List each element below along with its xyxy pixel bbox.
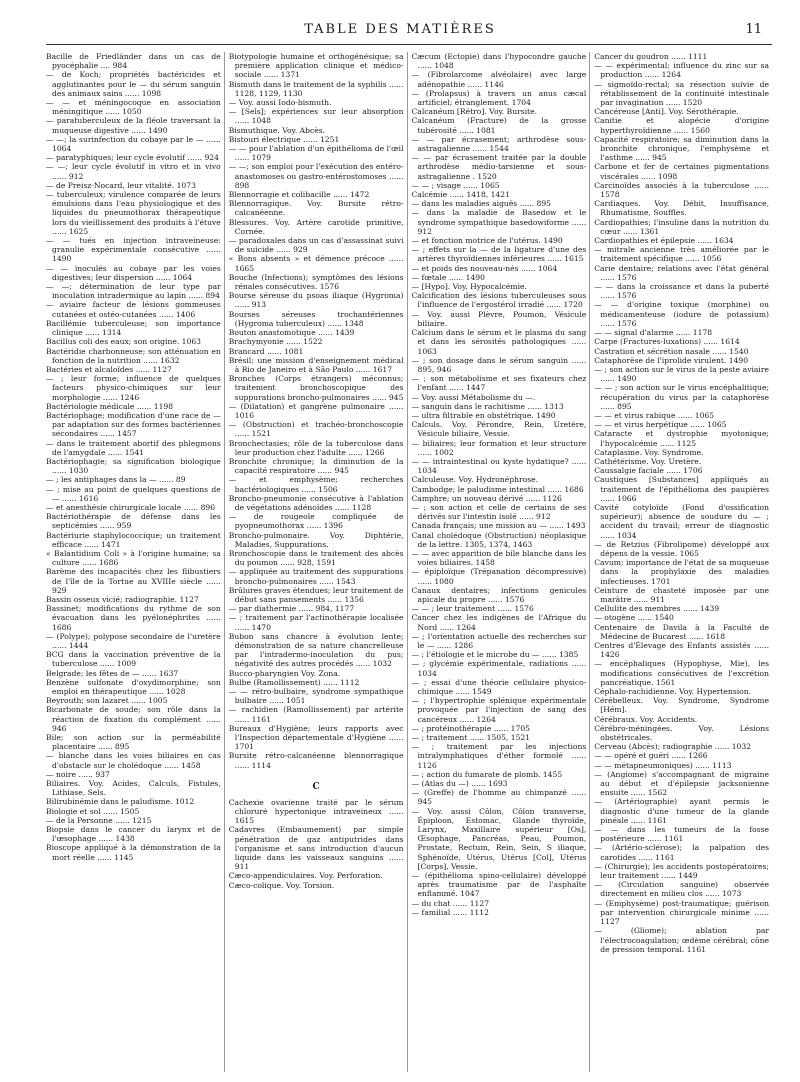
index-entry: — ; traitement ...... 1505, 1521 [411,733,531,743]
index-entry: — tuberculeux; virulence comparée de leurs émulsions dans l'eau physiologique et des liquides du pneumothorax thérapeutique lors du vieillissement des produits à l'étuve ...... 1625 [46,190,221,236]
index-entry: — ; traitement par les injections intralymphatiques d'éther formolé ...... 1126 [411,742,587,770]
index-column-1 [46,52,225,1072]
index-entry: — Voy. aussi Plèvre, Poumon, Vésicule biliaire. [411,309,587,328]
index-entry: Cérébraux. Voy. Accidents. [594,714,698,724]
index-entry: Caussalgie faciale ...... 1706 [594,466,703,476]
index-entry: — Voy. aussi Métabolisme du —. [411,392,536,402]
index-entry: Bronchectasies; rôle de la tuberculose dans leur production chez l'adulte ...... 1266 [228,438,404,457]
index-entry: Cellulite des membres ...... 1439 [594,604,720,614]
index-entry: Cataracte et dystrophie myotonique; l'hypocalcémie ...... 1125 [594,429,769,448]
index-entry: Capacité respiratoire; sa diminution dans la bronchite chronique, l'emphysème et l'asthme ...... 945 [594,134,769,163]
index-entry: — (Fibrolarcome alvéolaire) avec large adénopathie ...... 1146 [411,70,587,89]
index-entry: Brancard ...... 1081 [228,346,304,356]
index-entry: — dans les maladies aiguës ...... 895 [411,199,552,209]
index-entry: — otogène ...... 1540 [594,613,674,623]
index-entry: Calcanéum (Fracture) de la grosse tubérosité ...... 1081 [411,116,587,135]
index-entry: — (Dilatation) et gangrène pulmonaire ...... 1016 [228,401,404,420]
index-entry: Bronchoscopie dans le traitement des abcès du poumon ...... 928, 1591 [228,548,404,568]
index-entry: — —; leur cycle évolutif in vitro et in vivo ...... 912 [46,162,221,181]
index-entry: Canitie et alopécie d'origine hyperthyroïdienne ...... 1560 [594,116,769,135]
index-entry: — de rougeole compliquée de pyopneumothorax ...... 1396 [228,512,404,531]
index-entry: Castration et sécrétion nasale ...... 1540 [594,346,749,356]
index-entry: Bactéries et alcaloïdes ...... 1127 [46,364,172,374]
index-entry: — (Polype); polypose secondaire de l'uretère ...... 1444 [46,631,221,650]
index-entry: — ; action du fumarate de plomb. 1455 [411,769,563,779]
index-entry: Carcinoïdes associés à la tuberculose ...... 1578 [594,180,769,200]
index-entry: — ; mise au point de quelques questions de — ...... 1616 [46,484,221,503]
section-letter: C [312,781,320,792]
index-entry: Bouton anastomotique ...... 1439 [228,328,355,338]
index-entry: Bicarbonate de soude; son rôle dans la réaction de fixation du complément ...... 946 [46,705,221,733]
index-entry: — ; traitement par l'actinothérapie localisée ...... 1470 [228,613,404,632]
index-entry: — — pour l'ablation d'un épithélioma de l'œil ...... 1079 [228,144,404,163]
index-entry: Brûlures graves étendues; leur traitement de début sans pansements ...... 1356 [228,585,404,604]
index-entry: Calculeuse. Voy. Hydronéphrose. [411,475,539,485]
index-entry: Biotypologie humaine et orthogénésique; sa première application clinique et médico-sociale ...... 1371 [228,52,404,80]
index-entry: — encéphaliques (Hypophyse, Mie), les modifications consécutives de l'excrétion pancréatique. 1561 [594,659,769,687]
index-entry: — rachidien (Ramollissement) par artérite ...... 1161 [228,705,404,724]
index-entry: Bactériothérapie de défense dans les septicémies ...... 959 [46,512,221,531]
index-entry: Broncho-pneumonie consécutive à l'ablation de végétations adénoïdes ...... 1128 [228,493,404,512]
index-entry: « Balantidium Coli » à l'origine humaine; sa culture ...... 1686 [46,548,221,568]
index-entry: — —; son emploi pour l'exécution des entéro-anastomoses ou gastro-entérostomoses ...... 898 [228,162,404,190]
index-entry: — et emphysème; recherches bactériologiques ...... 1506 [228,475,404,494]
index-entry: — (Circulation sanguine) observée directement en milieu clos ...... 1073 [594,880,769,899]
index-entry: Broncho-pulmonaire. Voy. Diphtérie, Maladies, Suppurations. [228,530,404,549]
index-entry: — dans la maladie de Basedow et le syndrome sympathique basedowiforme ...... 912 [411,208,587,236]
index-entry: Bactériophagie; sa signification biologique ...... 1030 [46,456,221,476]
index-entry: — de la Personne ...... 1215 [46,815,152,825]
index-entry: Cancéreuse [Anti]. Voy. Sérothérapie. [594,107,739,117]
index-entry: Bourse séreuse du psoas iliaque (Hygroma) ...... 913 [228,291,404,310]
index-entry: — Voy. aussi Côlon, Côlon transverse, Épiploon, Estomac, Glande thyroïde, Larynx, Maxillaire supérieur [Os], Œsophage, Pancréas, Peau, Poumon, Prostate, Rectum, Rein, Sein, S iliaque, Sphénoïde, Utérus, Utérus [Col], Utérus [Corps], Vessie. [411,806,587,871]
index-entry: Blennorragie et colibacille ...... 1472 [228,190,370,200]
index-entry: Bismuthique. Voy. Abcès. [228,125,326,135]
index-entry: — — ; leur traitement ...... 1576 [411,604,534,614]
index-entry: Bistouri électrique ...... 1251 [228,134,340,144]
index-entry: Bacillus coli des eaux; son origine. 1063 [46,337,202,347]
index-columns [46,52,772,1072]
index-entry: — de Retzius (Fibrolipome) développé aux dépens de la vessie. 1065 [594,539,769,558]
index-entry: — épiploïque (Trépanation décompressive) ...... 1080 [411,567,587,586]
index-entry: — — par écrasement; arthrodèse sous-astragalienne ...... 1544 [411,134,587,154]
index-entry: Bacillémie tuberculeuse; son importance clinique ...... 1314 [46,318,221,338]
index-entry: — Voy. aussi Iodo-bismuth. [228,98,332,108]
index-entry: — — et méningocoque en association méningitique ...... 1050 [46,98,221,117]
index-entry: Bilirubinémie dans le paludisme. 1012 [46,797,195,807]
index-column-3 [412,52,591,1072]
index-entry: — — par écrasement traitée par la double arthrodèse médio-tarsienne et sous-astragalienne . 1520 [411,153,587,181]
index-entry: — ; leur forme; influence de quelques facteurs physico-chimiques sur leur morphologie ...... 1246 [46,374,221,402]
index-entry: Bubon sans chancre à évolution lente; démonstration de sa nature chancrelleuse par l'intradermo-inoculation du pus; négativité des autres procédés ...... 1032 [228,631,404,669]
index-entry: BCG dans la vaccination préventive de la tuberculose ...... 1009 [46,650,221,669]
index-entry: Cachexie ovarienne traité par le sérum chloruré hypertonique intraveineux ...... 1615 [228,797,404,826]
index-entry: — —; la surinfection du cobaye par le — ...... 1064 [46,134,221,154]
index-column-2 [229,52,408,1072]
index-entry: — (Chirurgie); les accidents postopératoires; leur traitement ...... 1449 [594,861,769,881]
index-entry: Canaux dentaires; infections genicules apicale du propre ...... 1576 [411,585,587,604]
index-entry: Biologie et sol ...... 1505 [46,806,140,816]
index-entry: Calcification des lésions tuberculeuses sous l'influence de l'ergostérol irradié ...... 1720 [411,291,587,310]
index-entry: — — dans la croissance et dans la puberté ...... 1576 [594,282,769,301]
index-entry: Cathétérisme. Voy. Uretère. [594,456,702,466]
index-entry: — — avec apparition de bile blanche dans les voies biliaires. 1458 [411,548,587,568]
index-entry: — — et virus rabique ...... 1065 [594,410,715,420]
index-entry: — (Greffe) de l'homme au chimpanzé ...... 945 [411,788,587,807]
index-entry: Bureaux d'Hygiène; leurs rapports avec l'Inspection départementale d'Hygiène ...... 1701 [228,723,404,752]
index-entry: — (Gliome); ablation par l'électrocoagulation; œdème cérébral; cône de pression temporal. 1161 [594,926,769,954]
index-entry: Benzène sulfonate d'oxydimorphine; son emploi en thérapeutique ...... 1028 [46,677,221,697]
index-entry: — (Obstruction) et trachéo-bronchoscopie ...... 1521 [228,420,404,439]
index-entry: Bioscope appliqué à la démonstration de la mort réelle ...... 1145 [46,843,221,862]
index-entry: — ; son métabolisme et ses fixateurs chez l'enfant ...... 1447 [411,374,587,393]
index-entry: Bronches (Corps étrangers) méconnus; traitement bronchoscopique des suppurations broncho-pulmonaires ...... 945 [228,374,404,402]
index-entry: Cæco-colique. Voy. Torsion. [228,880,335,890]
index-entry: Bourses séreuses trochantériennes (Hygroma tuberculeux) ...... 1348 [228,309,404,328]
index-entry: Bucco-pharyngien Voy. Zona. [228,668,341,678]
index-entry: Calcium dans le sérum et le plasma du sang et dans les sérosités pathologiques ...... 1063 [411,328,587,356]
index-entry: — (Prolapsus) à travers un anus cæcal artificiel; étranglement. 1704 [411,88,587,108]
index-entry: — mitrale ancienne très améliorée par le traitement spécifique ...... 1056 [594,245,769,264]
index-entry: Cardiopathies et épilepsie ...... 1634 [594,236,734,246]
index-entry: Cadavres (Embaumement) par simple pénétration de gaz antiputrides dans l'organisme et sans introduction d'aucun liquide dans les vaisseaux sanguins ...... 911 [228,825,404,872]
index-entry: — — intraintestinal ou kyste hydatique? ...... 1034 [411,456,587,476]
index-entry: — paradoxales dans un cas d'assassinat suivi de suicide ...... 929 [228,236,404,255]
index-entry: Canada français; une mission au — ...... 1493 [411,521,586,531]
index-entry: — (Emphysème) post-traumatique; guérison par intervention chirurgicale minime ...... 1127 [594,898,769,927]
index-entry: Canal cholédoque (Obstruction) néoplasique de la lettre. 1305, 1374, 1463 [411,530,587,549]
index-entry: — ultra filtrable en obstétrique. 1490 [411,410,556,420]
index-entry: Bismuth dans le traitement de la syphilis ...... 1128, 1129, 1130 [228,79,404,98]
index-entry: Bactériurie staphylococcique; un traitement efficace ...... 1471 [46,530,221,549]
index-entry: — aviaire facteur de lésions gommeuses cutanées et ostéo-cutanées ...... 1406 [46,300,221,319]
index-entry: — ; l'orientation actuelle des recherches sur le — ...... 1286 [411,631,587,650]
index-entry: Biliaires. Voy. Acides, Calculs, Fistules, Lithiase, Sels. [46,779,221,798]
index-entry: — familial ...... 1112 [411,907,489,917]
index-entry: — par diathermie ...... 984, 1177 [228,604,355,614]
index-entry: — paratuberculeux de la fléole traversant la muqueuse digestive ...... 1490 [46,116,221,135]
index-entry: Bile; son action sur la perméabilité placentaire ...... 895 [46,733,221,752]
index-entry: Cérébro-méningées. Voy. Lésions obstétricales. [594,723,769,743]
index-entry: Cæco-appendiculaires. Voy. Perforation. [228,871,383,881]
index-entry: Calcanéum [Rétro]. Voy. Bursite. [411,107,538,117]
index-entry: Bassinet; modifications du rythme de son évacuation dans les pyélonéphrites ...... 1686 [46,604,221,632]
index-entry: — — opéré et guéri ...... 1266 [594,751,708,761]
index-entry: — —; détermination de leur type par inoculation intradermique au lapin ...... 894 [46,282,221,301]
index-entry: — appliquée au traitement des suppurations broncho-pulmonaires ...... 1543 [228,567,404,586]
index-entry: — — tués en injection intraveineuse: granulie expérimentale consécutive ...... 1490 [46,236,221,264]
index-entry: Ceinture de chasteté imposée par une marâtre ...... 911 [594,585,769,604]
index-entry: Carie dentaire; relations avec l'état général ...... 1576 [594,263,769,282]
index-entry: Cancer chez les indigènes de l'Afrique du Nord ...... 1264 [411,613,587,632]
index-entry: Cavité cotyloïde (Fond d'ossification supérieur); absence de soudure du — ; accident du travail; erreur de diagnostic ...... 1034 [594,502,769,540]
index-entry: Centenaire de Davila à la Faculté de Médecine de Bucarest ...... 1618 [594,622,769,641]
index-entry: — (Artériographie) ayant permis le diagnostic d'une tumeur de la glande pinéale ...... 1161 [594,797,769,825]
index-entry: — fœtale ...... 1490 [411,272,485,282]
index-entry: Blennorragique. Voy. Bursite rétro-calcanéenne. [228,199,404,218]
index-entry: — ; l'étiologie et le microbe du — ...... 1385 [411,650,579,660]
index-entry: — ; l'hypertrophie splénique expérimentale provoquée par l'injection de sang des cancéreux ...... 1264 [411,696,587,724]
index-entry: — ; son action et celle de certains de ses dérivés sur l'intestin isolé ...... 912 [411,502,587,522]
index-entry: Biopsie dans le cancer du larynx et de l'œsophage ...... 1438 [46,825,221,844]
index-entry: Bactériologie médicale ...... 1198 [46,401,174,411]
index-entry: — [Sels]; expériences sur leur absorption ...... 1048 [228,107,404,126]
index-entry: — — d'origine toxique (morphine) ou médicamenteuse (iodure de potassium) ...... 1576 [594,300,769,328]
index-entry: — et fonction motrice de l'utérus. 1490 [411,236,563,246]
index-entry: — — rétro-bulbaire, syndrome sympathique bulbaire ...... 1051 [228,687,404,706]
index-entry: Cavum; importance de l'état de sa muqueuse dans la prophylaxie des maladies infectieuses. 1701 [594,558,769,586]
index-entry: — ; glycémie expérimentale, radiations ...... 1034 [411,659,587,678]
index-entry: Centres d'Élevage des Enfants assistés ...... 1426 [594,641,769,660]
index-entry: Brachymyonie ...... 1522 [228,337,323,347]
index-entry: — — et virus herpétique ...... 1065 [594,420,727,430]
index-entry: Cerveau (Abcès); radiographie ...... 1032 [594,742,752,752]
index-entry: — sanguin dans le rachitisme ...... 1313 [411,401,564,411]
index-entry: Blessures. Voy. Artère carotide primitive, Cornée. [228,217,404,236]
index-entry: Carbone et fer de certaines pigmentations viscérales ...... 1098 [594,162,769,181]
index-entry: Bacille de Friedländer dans un cas de pyocéphalie .... 984 [46,52,221,71]
index-column-4 [594,52,772,1072]
index-entry: — — inoculés au cobaye par les voies digestives; leur dispersion ...... 1064 [46,263,221,282]
index-entry: Céphalo-rachidienne. Voy. Hypertension. [594,687,752,697]
index-entry: — ; les antiphages dans la — ...... 89 [46,475,186,485]
page-header [0,22,800,42]
header-rule [46,44,772,45]
index-entry: — — ; son action sur le virus encéphalitique; récupération du virus par la cataphorèse ...... 895 [594,383,769,411]
index-entry: Carpe (Fractures-luxations) ...... 1614 [594,337,740,347]
index-entry: — du chat ...... 1127 [411,898,490,908]
index-entry: Barème des incapacités chez les flibustiers de l'île de la Tortue au XVIIIe siècle ...... 929 [46,567,221,595]
index-entry: Bouche (Infections); symptômes des lésions rénales consécutives. 1576 [228,272,404,292]
index-entry: Cataplasme. Voy. Syndrome. [594,447,704,457]
index-entry: — noire ...... 937 [46,769,110,779]
index-entry: — (Atlas du —) ...... 1693 [411,779,508,789]
index-entry: — — ; visage ...... 1065 [411,180,500,190]
index-entry: Cérébelleux. Voy. Syndrome, Syndrome [Hém]. [594,696,769,715]
index-entry: Brésil; une mission d'enseignement médical à Rio de Janeiro et à São Paulo ...... 1617 [228,355,404,374]
index-entry: — biliaires; leur formation et leur structure ...... 1002 [411,438,587,457]
index-entry: Belgrade; les fêtes de — ...... 1637 [46,668,179,678]
index-entry: — — signal d'alarme ...... 1178 [594,328,713,338]
index-entry: — ; son action sur le virus de la peste aviaire ...... 1490 [594,364,769,384]
index-entry: « Bons absents » et démence précoce ...... 1665 [228,254,404,273]
index-entry: Cæcum (Ectopie) dans l'hypocondre gauche ...... 1048 [411,52,587,71]
index-entry: — et poids des nouveau-nés ...... 1064 [411,263,558,273]
index-entry: — — expérimental; influence du zinc sur sa production ...... 1264 [594,61,769,80]
index-entry: — et anesthésie chirurgicale locale ...... 896 [46,502,216,512]
running-title: TABLE DES MATIÈRES [304,22,496,37]
page-number: 11 [745,22,762,37]
index-entry: — — dans les tumeurs de la fosse postérieure ...... 1161 [594,825,769,844]
index-entry: Caustiques [Substances] appliqués au traitement de l'épithélioma des paupières ...... 1066 [594,475,769,503]
index-entry: Calculs. Voy. Pérondre, Rein, Uretère, Vésicule biliaire, Vessie. [411,420,587,439]
index-entry: — de Preisz-Nocard, leur vitalité. 1073 [46,180,196,190]
index-entry: Camphre; un nouveau dérivé ...... 1126 [411,493,562,503]
index-entry: — paratyphiques; leur cycle évolutif ...... 924 [46,153,219,163]
index-entry: — — métapneumoniques) ...... 1113 [594,760,732,770]
index-entry: Bactériophage; modification d'une race de — par adaptation sur des formes bactériennes secondaires ...... 1457 [46,410,221,439]
index-entry: Beyrouth; son lazaret ...... 1005 [46,696,168,706]
index-entry: — (Angiome) s'accompagnant de migraine au début et d'épilepsie jacksonienne ensuite ...... 1562 [594,769,769,798]
index-entry: — dans le traitement abortif des phlegmons de l'amygdale ...... 1541 [46,438,221,457]
index-entry: Cataphorèse de l'iprolide virulent. 1490 [594,355,749,365]
index-entry: — (Artério-sclérose); la palpation des carotides ...... 1161 [594,843,769,862]
index-entry: Calcémie ...... 1418, 1421 [411,190,510,200]
index-entry: Bassin osseux vicié; radiographie. 1127 [46,594,199,604]
index-entry: Cancer du goudron ...... 1111 [594,52,708,61]
index-entry: — ; protéinothérapie ...... 1705 [411,723,530,733]
index-entry: — de Koch; propriétés bactéricides et agglutinantes pour le — du sérum sanguin des animaux sains ...... 1098 [46,70,221,98]
index-entry: — sigmoïdo-rectal; sa résection suivie de rétablissement de la continuité intestinale par invagination ...... 1520 [594,79,769,108]
index-entry: Cambodge; le paludisme intestinal ...... 1686 [411,484,584,494]
index-entry: Bulbe (Ramollissement) ...... 1112 [228,677,360,687]
index-entry: — ; essai d'une théorie cellulaire physico-chimique ...... 1549 [411,677,587,697]
index-entry: — ; son dosage dans le sérum sanguin ...... 895, 946 [411,355,587,374]
index-entry: Bronchite chronique; la diminution de la capacité respiratoire ...... 945 [228,456,404,476]
index-entry: Bactéridie charbonneuse; son atténuation en fonction de la nutrition ...... 1632 [46,346,221,365]
index-entry: — ; effets sur la — de la ligature d'une des artères thyroïdiennes inférieures ...... 1615 [411,245,587,264]
index-entry: Cardiopathies; l'insuline dans la nutrition du cœur ...... 1361 [594,217,769,236]
index-entry: — blanche dans les voies biliaires en cas d'obstacle sur le cholédoque ...... 1458 [46,751,221,770]
index-entry: — (épithélioma spino-cellulaire) développé après traumatisme par de l'asphalte enflammé. 1047 [411,871,587,899]
index-entry: — [Hypo]. Voy. Hypocalcémie. [411,282,527,292]
index-entry: Cardiaques. Voy. Débit, Insuffisance, Rhumatisme, Souffles. [594,199,769,218]
index-entry: Bursite rétro-calcanéenne blennorragique ...... 1114 [228,751,404,770]
